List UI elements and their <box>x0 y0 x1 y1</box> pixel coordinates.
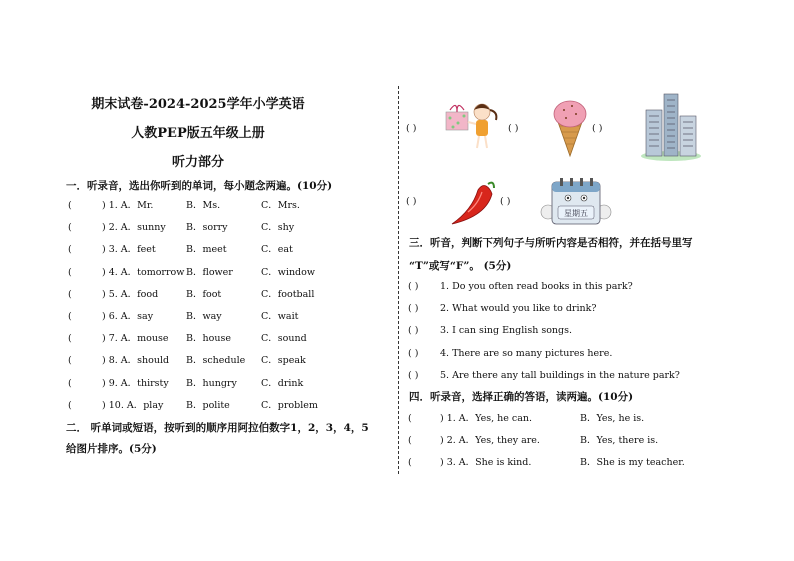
sentence-text: 5. Are there any tall buildings in the nature park? <box>440 369 680 381</box>
tall-buildings-picture <box>640 90 702 162</box>
option-a: ) 5. A．food <box>102 288 159 300</box>
answer-choice-row <box>408 412 788 426</box>
option-a: ) 9. A．thirsty <box>102 377 169 389</box>
option-b: B．Yes, he is. <box>580 413 645 424</box>
answer-blank[interactable]: ( ) <box>592 123 603 134</box>
option-a: ) 6. A．say <box>102 311 154 322</box>
answer-open-paren[interactable]: ( <box>408 413 412 424</box>
option-c: C．Mrs. <box>261 200 300 211</box>
sentence-text: 3. I can sing English songs. <box>440 325 573 337</box>
column-divider <box>398 86 399 474</box>
part3-heading-line2: “T”或写“F”。 (5分) <box>409 260 512 272</box>
option-c: C．speak <box>261 355 306 367</box>
option-b: B．hungry <box>186 377 237 389</box>
option-b: B．Yes, there is. <box>580 435 659 447</box>
answer-blank[interactable]: ( ) <box>408 303 419 315</box>
option-c: C．sound <box>261 333 307 345</box>
question-row <box>68 288 388 302</box>
true-false-row <box>408 324 788 338</box>
part2-heading-line1: 二． 听单词或短语，按听到的顺序用阿拉伯数字1，2，3，4，5 <box>66 422 369 434</box>
option-a: ) 2. A．sunny <box>102 222 166 234</box>
option-c: C．drink <box>261 377 304 389</box>
answer-open-paren[interactable]: ( <box>68 266 72 278</box>
question-row <box>68 199 388 213</box>
true-false-row <box>408 347 788 361</box>
option-b: B．way <box>186 311 222 322</box>
option-a: ) 4. A．tomorrow <box>102 266 185 278</box>
true-false-row <box>408 280 788 294</box>
question-row <box>68 399 388 413</box>
option-a: ) 8. A．should <box>102 355 170 367</box>
option-c: C．problem <box>261 399 318 411</box>
answer-blank[interactable]: ( ) <box>408 347 419 359</box>
option-b: B．meet <box>186 244 227 256</box>
option-a: ) 1. A．Yes, he can. <box>440 413 533 424</box>
true-false-row <box>408 369 788 383</box>
option-a: ) 2. A．Yes, they are. <box>440 435 540 447</box>
option-b: B．She is my teacher. <box>580 457 685 469</box>
answer-choice-row <box>408 456 788 470</box>
answer-open-paren[interactable]: ( <box>68 288 72 300</box>
girl-with-gift-picture <box>444 98 502 150</box>
section-title-listening: 听力部分 <box>171 155 224 170</box>
option-c: C．wait <box>261 311 299 322</box>
option-b: B．Ms. <box>186 200 221 211</box>
answer-blank[interactable]: ( ) <box>508 123 519 134</box>
option-a: ) 3. A．She is kind. <box>440 457 532 469</box>
sentence-text: 1. Do you often read books in this park? <box>440 281 633 292</box>
answer-blank[interactable]: ( ) <box>406 196 417 207</box>
red-pepper-picture <box>448 178 498 226</box>
answer-blank[interactable]: ( ) <box>408 369 419 381</box>
option-b: B．house <box>186 333 231 345</box>
answer-blank[interactable]: ( ) <box>408 281 419 292</box>
answer-open-paren[interactable]: ( <box>68 200 72 211</box>
option-b: B．flower <box>186 266 233 278</box>
option-a: ) 1. A．Mr. <box>102 200 154 211</box>
question-row <box>68 310 388 324</box>
option-c: C．eat <box>261 244 293 256</box>
option-a: ) 7. A．mouse <box>102 333 169 345</box>
question-row <box>68 221 388 235</box>
option-a: ) 3. A．feet <box>102 244 156 256</box>
answer-open-paren[interactable]: ( <box>408 435 412 447</box>
answer-open-paren[interactable]: ( <box>68 399 72 411</box>
option-c: C．shy <box>261 222 295 234</box>
answer-open-paren[interactable]: ( <box>68 377 72 389</box>
answer-blank[interactable]: ( ) <box>406 123 417 134</box>
sentence-text: 2. What would you like to drink? <box>440 303 597 315</box>
answer-open-paren[interactable]: ( <box>68 222 72 234</box>
option-a: ) 10. A．play <box>102 399 164 411</box>
question-row <box>68 266 388 280</box>
sentence-text: 4. There are so many pictures here. <box>440 347 613 359</box>
answer-open-paren[interactable]: ( <box>68 333 72 345</box>
part4-heading: 四．听录音，选择正确的答语，读两遍。(10分) <box>409 391 634 403</box>
option-b: B．foot <box>186 288 222 300</box>
answer-choice-row <box>408 434 788 448</box>
answer-open-paren[interactable]: ( <box>68 244 72 256</box>
question-row <box>68 377 388 391</box>
textbook-subtitle: 人教PEP版五年级上册 <box>131 126 265 141</box>
part1-heading: 一．听录音，选出你听到的单词，每小题念两遍。(10分) <box>66 180 333 192</box>
question-row <box>68 354 388 368</box>
part2-heading-line2: 给图片排序。(5分) <box>66 443 157 455</box>
true-false-row <box>408 302 788 316</box>
ice-cream-picture <box>550 96 590 158</box>
answer-open-paren[interactable]: ( <box>68 355 72 367</box>
answer-open-paren[interactable]: ( <box>408 457 412 469</box>
option-b: B．schedule <box>186 355 246 367</box>
question-row <box>68 243 388 257</box>
part3-heading-line1: 三．听音，判断下列句子与所听内容是否相符，并在括号里写 <box>409 237 693 249</box>
calendar-friday-picture <box>540 176 612 228</box>
calendar-label: 星期五 <box>564 209 588 218</box>
option-b: B．sorry <box>186 222 228 234</box>
answer-blank[interactable]: ( ) <box>500 196 511 207</box>
exam-title: 期末试卷-2024-2025学年小学英语 <box>91 97 305 112</box>
answer-blank[interactable]: ( ) <box>408 325 419 337</box>
question-row <box>68 332 388 346</box>
option-c: C．football <box>261 288 315 300</box>
answer-open-paren[interactable]: ( <box>68 311 72 322</box>
option-b: B．polite <box>186 399 230 411</box>
option-c: C．window <box>261 266 315 278</box>
